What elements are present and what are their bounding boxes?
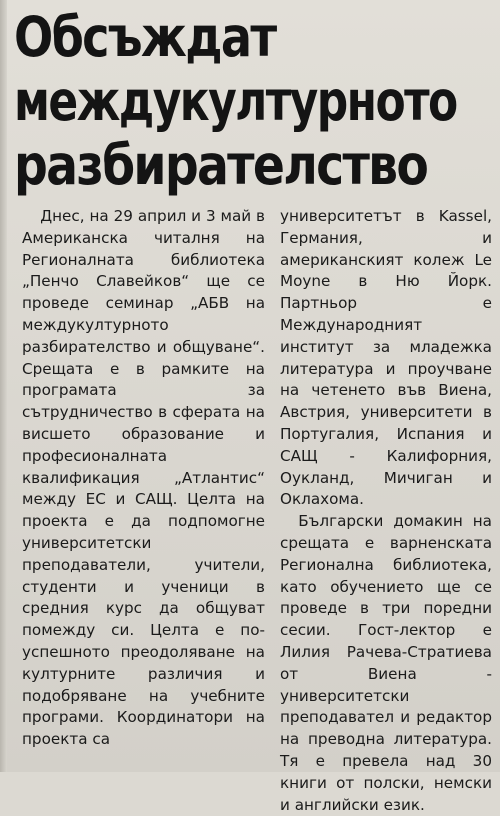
headline-line-2: междукултурното (14, 69, 457, 133)
article-column-left (22, 206, 265, 751)
article-paragraph-3: Български домакин на срещата е варненската Регионална библиотека, като обучението ще се проведе в три поредни сесии. Гост-лектор е Лилия Рачева-Стратиева от Виена - университетски преподавател и редактор на преводна литература. Тя е превела над 30 книги от полски, немски и английски език. (280, 512, 492, 814)
headline-line-1: Обсъждат (14, 5, 276, 69)
article-paragraph-2: университетът в Kassel, Германия, и американският колеж Le Moyne в Ню Йорк. Партньор е Международният институт за младежка литература и проучване на четенето във Виена, Австрия, университети в Португалия, Испания и САЩ - Калифорния, Оукланд, Мичиган и Оклахома. (280, 207, 492, 509)
article-column-right (280, 206, 492, 816)
page-fold-edge (0, 0, 7, 772)
headline-line-3: разбирателство (14, 133, 428, 197)
article-paragraph-1: Днес, на 29 април и 3 май в Американска читалня на Регионалната библиотека „Пенчо Славейков“ ще се проведе семинар „АБВ на междукултурното разбирателство и общуване“. Срещата е в рамките на програмата за сътрудничество в сферата на висшето образование и професионалната квалификация „Атлантис“ между ЕС и САЩ. Целта на проекта е да подпомогне университетски преподаватели, учители, студенти и ученици в средния курс да общуват помежду си. Целта е по-успешното преодоляване на културните различия и подобряване на учебните програми. Координатори на проекта са (22, 207, 265, 749)
